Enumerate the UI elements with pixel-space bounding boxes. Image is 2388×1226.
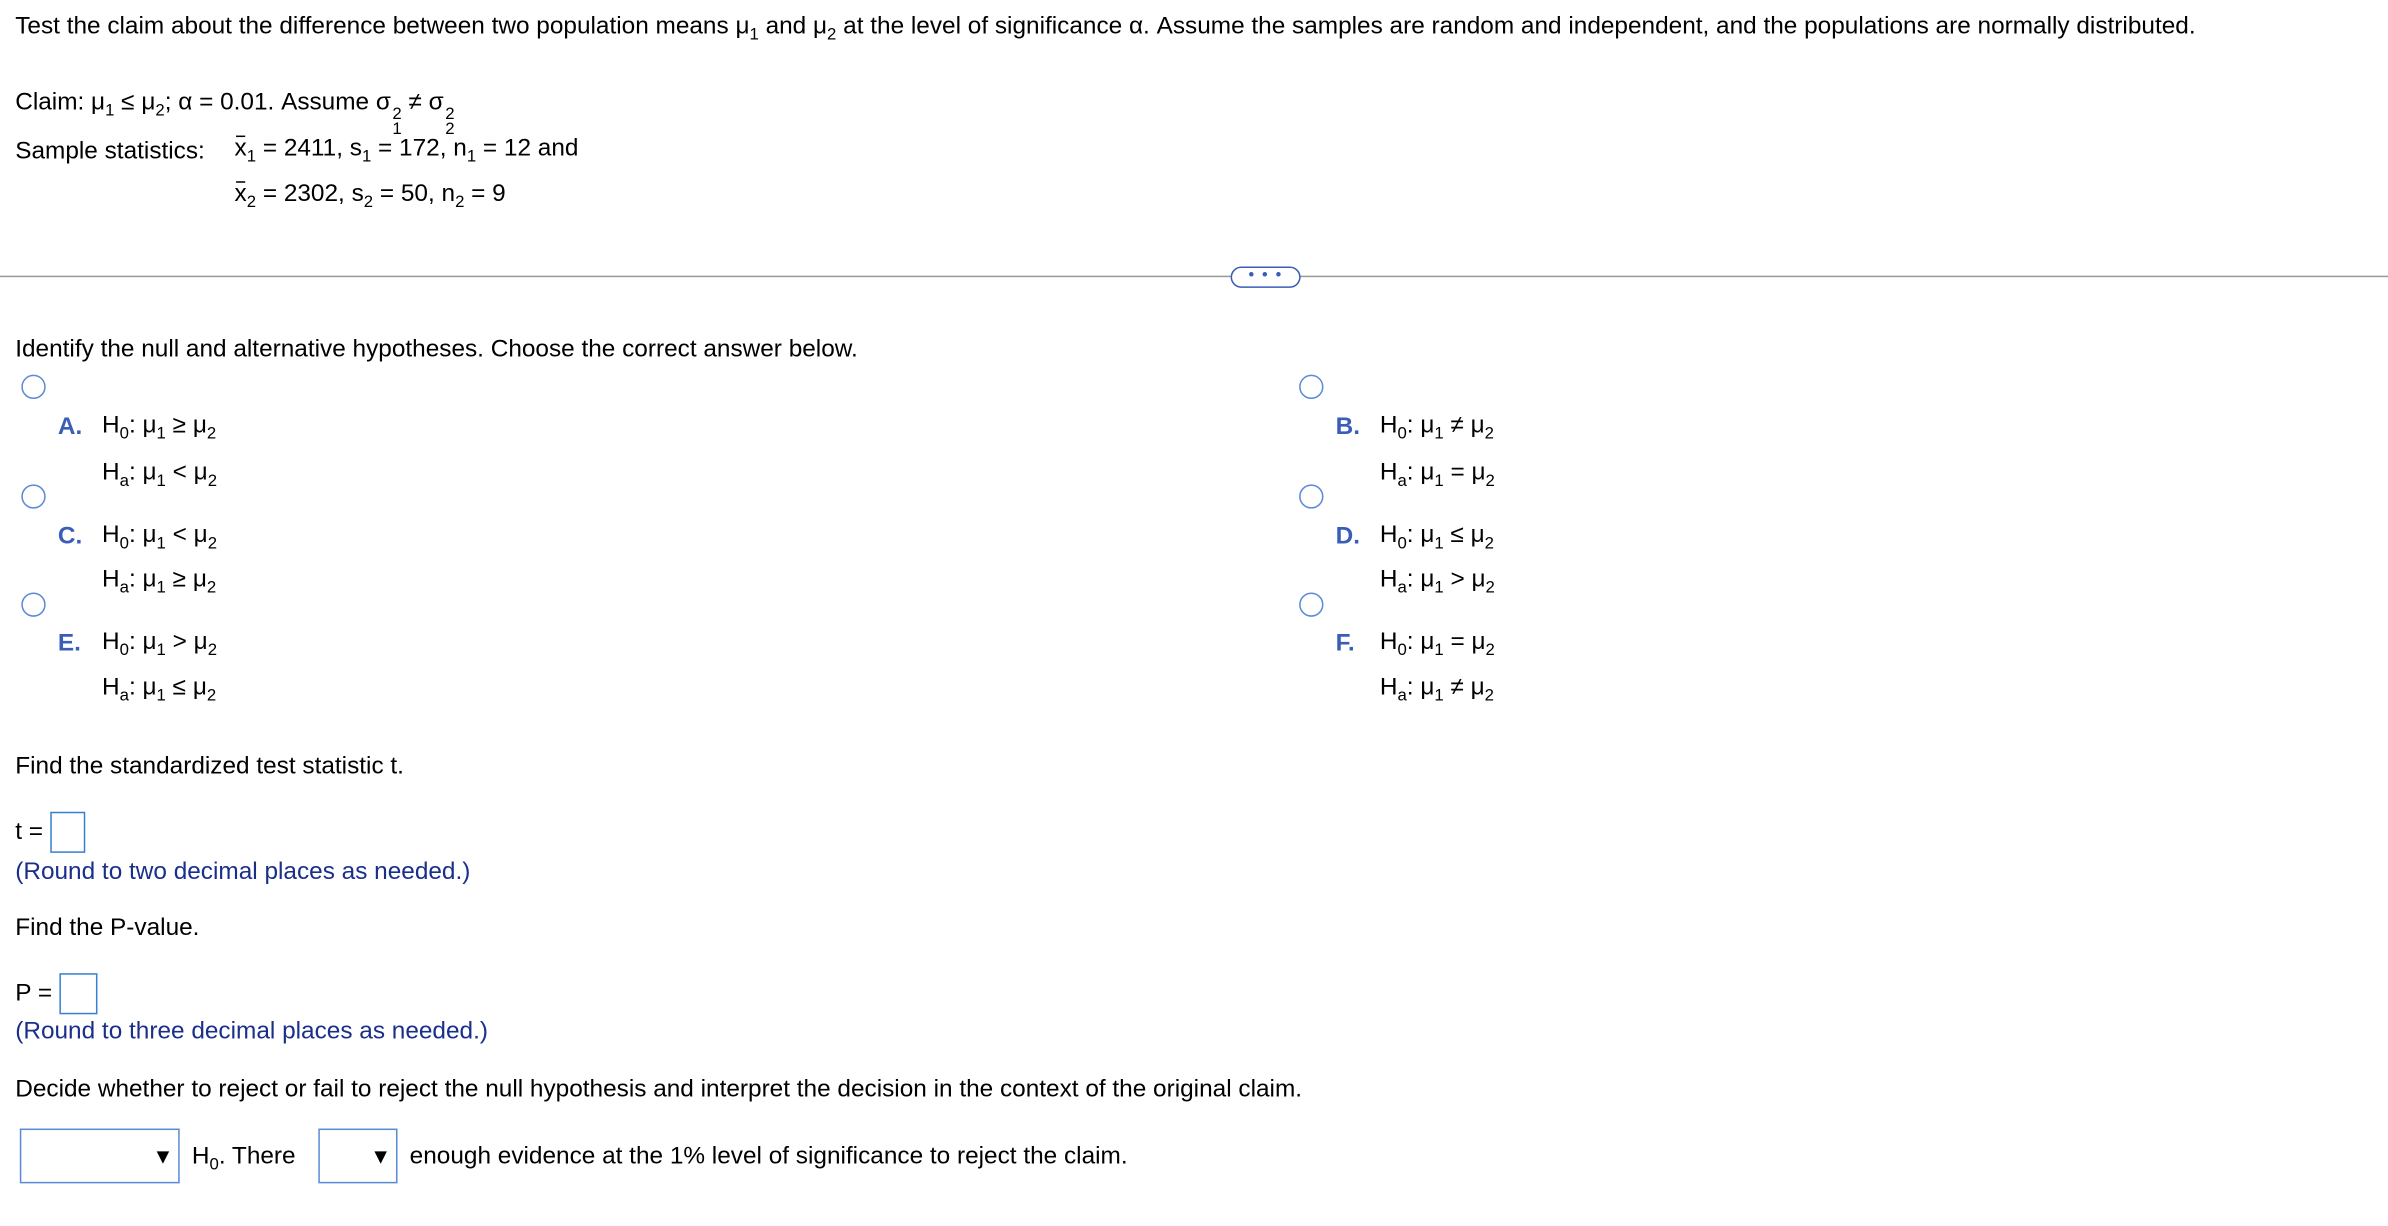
option-c-letter[interactable]: C.: [57, 523, 83, 550]
option-f-ha: $H_a$: $\mu_1 \ne \mu_2$: [1379, 674, 1494, 706]
option-a-h0: $H_0$: $\mu_1 \ge \mu_2$: [102, 412, 217, 444]
option-b-radio[interactable]: [1299, 375, 1323, 399]
q1-prompt: Identify the null and alternative hypotheses. Choose the correct answer below.: [15, 336, 858, 363]
option-b-h0: $H_0$: $\mu_1 \ne \mu_2$: [1379, 412, 1494, 444]
option-e-h0: $H_0$: $\mu_1 > \mu_2$: [102, 628, 218, 660]
p-label: P =: [15, 980, 53, 1007]
h0-text: $H_0$. There: [191, 1143, 296, 1175]
option-e-letter[interactable]: E.: [57, 630, 81, 657]
option-b-ha: $H_a$: $\mu_1 = \mu_2$: [1379, 459, 1495, 491]
option-d-h0: $H_0$: $\mu_1 \le \mu_2$: [1379, 522, 1494, 553]
option-f-h0: $H_0$: $\mu_1 = \mu_2$: [1379, 628, 1495, 660]
stats-line-1: $x_1 = 2411$, $s_1 = 172$, $n_1 = 12$ and: [234, 135, 579, 167]
option-f-radio[interactable]: [1299, 592, 1323, 616]
q3-prompt: Find the P-value.: [15, 915, 200, 942]
option-d-ha: $H_a$: $\mu_1 > \mu_2$: [1379, 566, 1495, 598]
stats-label: Sample statistics:: [15, 138, 205, 165]
option-f-letter[interactable]: F.: [1335, 630, 1355, 657]
q2-hint: (Round to two decimal places as needed.): [15, 858, 471, 885]
dropdown-arrow-icon: ▼: [152, 1143, 174, 1169]
q2-prompt: Find the standardized test statistic t.: [15, 753, 404, 780]
evidence-dropdown[interactable]: [318, 1129, 397, 1184]
stats-line-2: $x_2 = 2302$, $s_2 = 50$, $n_2 = 9$: [234, 181, 506, 212]
problem-intro: Test the claim about the difference between two population means $\mu_1$ and $\mu_2$ at the level of significance α. Assume the samples are random and independent, and the populations are normally distributed.: [15, 13, 2196, 45]
option-c-ha: $H_a$: $\mu_1 \ge \mu_2$: [102, 566, 217, 598]
option-d-radio[interactable]: [1299, 484, 1323, 508]
t-answer-input[interactable]: [50, 812, 85, 853]
p-answer-input[interactable]: [59, 973, 97, 1014]
q4-prompt: Decide whether to reject or fail to reject the null hypothesis and interpret the decision in the context of the original claim.: [15, 1076, 1303, 1103]
option-c-radio[interactable]: [21, 484, 45, 508]
option-a-radio[interactable]: [21, 375, 45, 399]
option-a-letter[interactable]: A.: [57, 414, 83, 441]
option-b-letter[interactable]: B.: [1335, 414, 1361, 441]
dropdown-arrow-icon: ▼: [370, 1143, 392, 1169]
section-divider: [0, 276, 2388, 278]
option-d-letter[interactable]: D.: [1335, 523, 1361, 550]
expand-more-button[interactable]: • • •: [1231, 267, 1301, 288]
conclusion-text: enough evidence at the 1% level of significance to reject the claim.: [409, 1143, 1128, 1170]
q3-hint: (Round to three decimal places as needed.): [15, 1018, 488, 1045]
claim-line: Claim: $\mu_1 \le \mu_2$; α = 0.01. Assume σ 2 1 ≠ σ 2 2: [15, 89, 455, 139]
option-a-ha: $H_a$: $\mu_1 < \mu_2$: [102, 459, 218, 491]
option-c-h0: $H_0$: $\mu_1 < \mu_2$: [102, 522, 218, 553]
option-e-radio[interactable]: [21, 592, 45, 616]
t-label: t =: [15, 819, 44, 846]
decision-dropdown[interactable]: [20, 1129, 180, 1184]
option-e-ha: $H_a$: $\mu_1 \le \mu_2$: [102, 674, 217, 706]
